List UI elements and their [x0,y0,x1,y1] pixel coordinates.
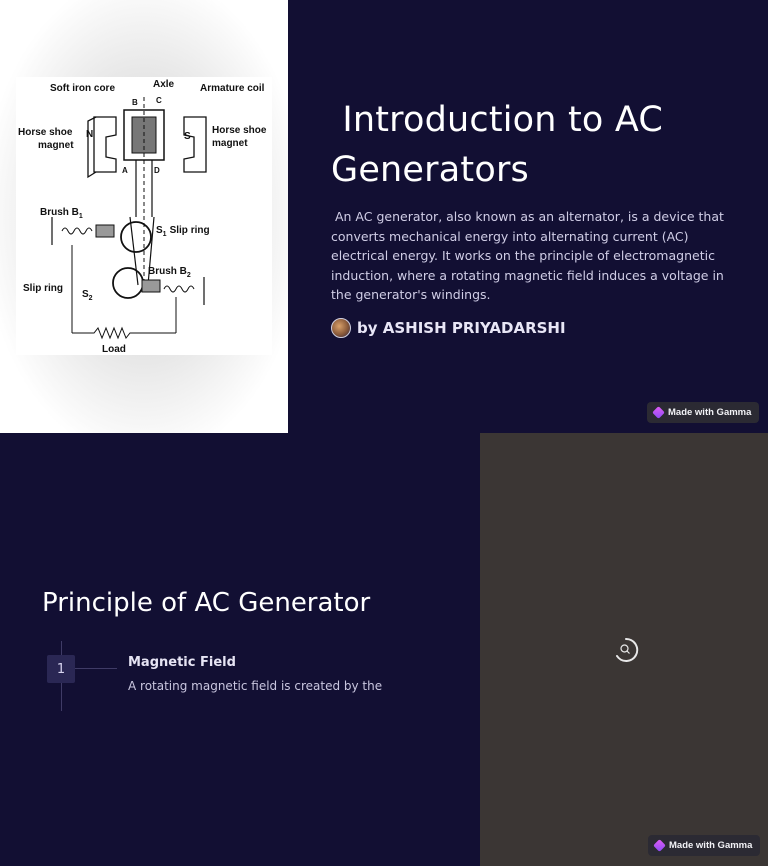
label-d: D [154,166,160,175]
made-with-gamma-badge[interactable] [648,835,760,856]
step-description: A rotating magnetic field is created by the [128,679,383,693]
gamma-badge-label: Made with Gamma [668,407,752,418]
label-horse-shoe-left: Horse shoe [18,127,73,138]
diagram-image-panel [0,0,288,433]
step-title: Magnetic Field [128,655,236,670]
timeline-connector [75,668,117,669]
slide-title: Principle of AC Generator [42,588,371,618]
label-load: Load [102,344,126,355]
label-b: B [132,98,138,107]
label-axle: Axle [153,79,175,90]
slide-principle [0,433,768,866]
gamma-badge-label: Made with Gamma [669,840,753,851]
label-soft-iron-core: Soft iron core [50,83,116,94]
label-brush-b2: Brush $B_2$ [148,266,191,279]
label-magnet-left: magnet [38,140,74,151]
author-name: by ASHISH PRIYADARSHI [357,319,566,337]
gamma-logo-icon [652,406,665,419]
label-brush-b1: Brush $B_1$ [40,207,83,220]
label-magnet-right: magnet [212,138,248,149]
label-s1-slip-ring: $S_1$ Slip ring [156,225,210,238]
ac-generator-diagram [16,77,272,355]
gamma-logo-icon [653,839,666,852]
step-number-badge: 1 [47,655,75,683]
label-armature-coil: Armature coil [200,83,265,94]
slide-title: Introduction to AC Generators [331,100,675,190]
label-s2: $S_2$ [82,289,93,302]
loading-spinner-icon [612,636,640,664]
slide-description: An AC generator, also known as an alternator, is a device that converts mechanical energy into alternating current (AC) electrical energy. It works on the principle of electromagnetic induction, where a rotating magnetic field induces a voltage in the generator's windings. [331,209,728,302]
label-n: N [86,129,94,140]
label-horse-shoe-right: Horse shoe [212,125,267,136]
label-s: S [184,131,191,142]
label-slip-ring-left: Slip ring [23,283,63,294]
ac-generator-diagram-svg [16,77,272,355]
made-with-gamma-badge[interactable] [647,402,759,423]
author-avatar [331,318,351,338]
label-c: C [156,96,162,105]
author-byline [331,318,566,338]
label-a: A [122,166,128,175]
